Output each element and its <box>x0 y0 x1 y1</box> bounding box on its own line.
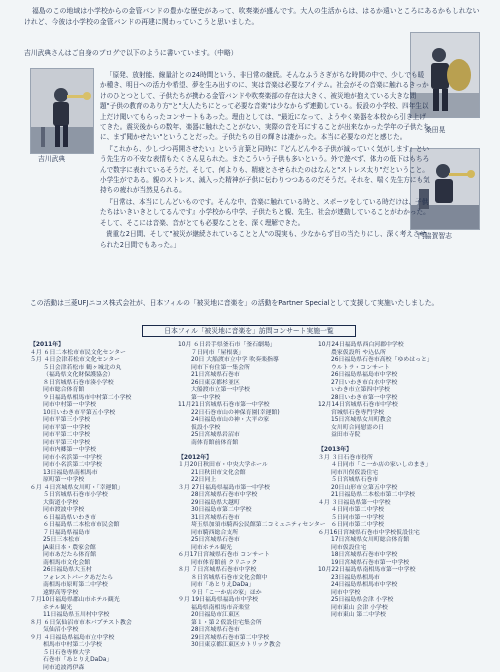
photo-trombone-player-left <box>30 68 94 154</box>
schedule-entry: ３月 27日福島県福島市第一中学校 <box>178 485 326 493</box>
schedule-entry: ８日宮城県石巻市湊小学校 <box>30 380 132 388</box>
schedule-entry: 同市総合体育館 <box>30 387 132 395</box>
schedule-entry: ６日福島県いわき市 <box>30 515 132 523</box>
schedule-entry: 28日宮城県石巻市 <box>178 627 326 635</box>
schedule-entry: ７月10日福島県郡山市ホテル観光 <box>30 597 132 605</box>
schedule-entry: 同市体育館前 クリニック <box>178 560 326 568</box>
schedule-entry: ７日福島県福島市 <box>30 530 132 538</box>
lead-line: 吉川武典さんはご自身のブログで以下のように書いています。（中略） <box>24 48 284 58</box>
schedule-column-2 <box>178 342 326 650</box>
schedule-entry: 12月14日宮城県石巻市中学校 <box>318 402 433 410</box>
schedule-entry: ６日同市第二中学校 <box>318 522 433 530</box>
schedule-entry: 29日福島県大越町 <box>178 500 326 508</box>
schedule-column-3 <box>318 342 433 620</box>
quote-paragraph: 貴重な2日間、そして"被災が継続されていることと人"の現実も、少なからず目の当たりにし、深く考えさせられた2日間でもあった。」 <box>100 229 430 250</box>
schedule-entry: 同市中学校 <box>318 590 433 598</box>
schedule-entry: 25日宮城県岩沼市 <box>178 432 326 440</box>
schedule-entry: ３月 ３日石巻市役所 <box>318 455 433 463</box>
schedule-entry: 21日福島県二本松市第二中学校 <box>318 492 433 500</box>
schedule-entry: ４月 ３日福島県第一中学校 <box>318 500 433 508</box>
schedule-entry: 25日福島県会津 小学校 <box>318 597 433 605</box>
schedule-entry: 17日宮城県女川町総合体育館 <box>318 537 433 545</box>
schedule-entry: ６月16日宮城県石巻市中学校仮設住宅 <box>318 530 433 538</box>
schedule-entry: 10月24日福島県西白河郡中学校 <box>318 342 433 350</box>
schedule-entry: ９月 ４日福島県福島市立中学校 <box>30 635 132 643</box>
schedule-entry: 福島県南相馬市音楽堂 <box>178 605 326 613</box>
schedule-entry: ５月 ４日会津若松市文化センター <box>30 357 132 365</box>
schedule-entry: 相馬市中村第二小学校 <box>30 642 132 650</box>
schedule-entry: ４日同市第二中学校 <box>318 507 433 515</box>
schedule-entry: JA東日本・農家会館 <box>30 545 132 553</box>
schedule-entry: 同市東山 会津 小学校 <box>318 605 433 613</box>
intro-paragraph <box>24 6 484 28</box>
schedule-year-heading: 【2011年】 <box>30 342 132 350</box>
schedule-entry: １月20日秋田市・中央大学ホール <box>178 462 326 470</box>
schedule-entry: 28日宮城県石巻市中学校 <box>178 492 326 500</box>
schedule-entry: フォレストパークあだたら <box>30 575 132 583</box>
schedule-title: 日本フィル「被災地に音楽を」訪問コンサート実施一覧 <box>142 325 356 337</box>
schedule-entry: 30日東京都江東区カトリック教会 <box>178 642 326 650</box>
schedule-entry: 原町第一中学校 <box>30 477 132 485</box>
schedule-entry: 同市「あとりえDaDa」 <box>178 582 326 590</box>
schedule-entry: 同市ホテル観光 <box>178 545 326 553</box>
schedule-entry: ６月17日宮城県石巻市 コンサート <box>178 552 326 560</box>
schedule-entry: ９日「こ一か店の家」ほか <box>178 590 326 598</box>
schedule-entry: 19日宮城県石巻市第一中学校 <box>318 560 433 568</box>
schedule-entry: いわき市立第四中学校 <box>318 387 433 395</box>
schedule-entry: 同市下有住第一集会所 <box>178 365 326 373</box>
schedule-entry: 南体育館前体育館 <box>178 440 326 448</box>
schedule-entry: 11月21日宮城県石巻市第一中学校 <box>178 402 326 410</box>
schedule-entry: 24日福島県相馬市中学校 <box>318 582 433 590</box>
schedule-entry: ９日福島県相馬市中村第二小学校 <box>30 395 132 403</box>
schedule-entry: 南相馬市原町第二中学校 <box>30 582 132 590</box>
schedule-entry: 20日山形市立第五中学校 <box>318 485 433 493</box>
schedule-entry: 宮城県石巻専門学校 <box>318 410 433 418</box>
schedule-entry: 同市小名浜第二中学校 <box>30 462 132 470</box>
schedule-entry: 22日石巻市山の神保育園(幸運館) <box>178 410 326 418</box>
schedule-entry: 同市仮設住宅 <box>318 545 433 553</box>
schedule-entry: 同市騎西総合支所 <box>178 530 326 538</box>
schedule-entry: 18日宮城県石巻市中学校 <box>318 552 433 560</box>
schedule-entry: 同市小名浜第一中学校 <box>30 455 132 463</box>
schedule-entry: 27日いわき市白水中学校 <box>318 380 433 388</box>
schedule-entry: ５日同市第一中学校 <box>318 515 433 523</box>
schedule-entry: ６日福島県二本松市市民会館 <box>30 522 132 530</box>
schedule-entry: ５日宮城県石巻市 <box>318 477 433 485</box>
quote-paragraph: 「原発、放射能、線量計との24時間という、非日常の継続。そんなふうさぎがちな時間の中で、少しでも暖か種き、明日への活力や希望、夢を生み出すのに、実は音楽は必要なアイテム。社会がその音楽に触れるきっかけのひとつとして、子供たちが携わる金管バンドや吹奏楽部の存在は大きく、被災地が抱えている大きな問題"子供の教育のあり方"と"大人たちにとって必要な音楽"は少なからず連動している。仮設の小学校、四年生以上だけ聞いてもらったコンサートもあった。理由としては、"最近になって、ようやく楽器を本校から引き上げてきた。震災後からの数年、楽器に触れたことがない、実際の音を耳にすることが出来なかった学年の子供たちに、まず聞かせたい"ということだった。子供たちの目の輝きは凄かった。本当に必要なのだと感じた。 <box>100 70 430 143</box>
quote-paragraph: 『これから、少しづつ再開させたい』という言葉と同時に『どんどんやる子供が減っていく気がします』という先生方の不安な表情もたくさん見られた。またこういう子供も多いという。外で遊べず、体力の低下はもちろんで数字に表れているそうだ。そして、何よりも、精疲とさせられたのはなんと"ストレス太り"だということ。小学生がである。親のストレス、減入った精神が子供に伝わりつつあるのだそうだ。それを、喘く先生方にも気持ちの疲れが当然見られる。 <box>100 144 430 196</box>
schedule-entry: 24日福島市山の神・大平の家 <box>178 417 326 425</box>
schedule-entry: 女川町合同慰霊の日 <box>318 425 433 433</box>
schedule-entry: 29日宮城県石巻市第二中学校 <box>178 635 326 643</box>
schedule-entry: 大船渡市立第一中学校 <box>178 387 326 395</box>
schedule-entry: ４日同市「こ一か店の家いしのまき」 <box>318 462 433 470</box>
schedule-entry: 10月22日福島県南相馬市第一中学校 <box>318 567 433 575</box>
schedule-entry: 26日福島県福島市中学校 <box>318 372 433 380</box>
schedule-entry: ４月 ６日二本松市市民文化センター <box>30 350 132 358</box>
schedule-entry: ８日宮城県石巻市文化会館中 <box>178 575 326 583</box>
schedule-entry: 第一中学校 <box>178 395 326 403</box>
schedule-entry: 同市平第三小学校 <box>30 417 132 425</box>
schedule-year-heading: 【2012年】 <box>178 455 326 463</box>
schedule-entry: 26日福島県石巻市高校「ゆめはっと」 <box>318 357 433 365</box>
schedule-entry: 第１・第２仮設住宅集会所 <box>178 620 326 628</box>
schedule-entry: ８月 ６日気仙沼市市本バプテスト教会 <box>30 620 132 628</box>
schedule-entry: 同市渡波中学校 <box>30 507 132 515</box>
caption-photo-1: 吉川武典 <box>38 153 65 163</box>
schedule-entry: 同市追波湾伊森 <box>30 665 132 672</box>
schedule-entry <box>318 440 433 448</box>
schedule-entry: 20日福島市江東区 <box>178 612 326 620</box>
schedule-entry: 同市平第三中学校 <box>30 440 132 448</box>
schedule-entry <box>178 447 326 455</box>
schedule-entry: ９月 19日福島県福島市中学校 <box>178 597 326 605</box>
schedule-entry: 11日福島県玉川村中学校 <box>30 612 132 620</box>
schedule-entry: 10日いわき市平第五小学校 <box>30 410 132 418</box>
schedule-entry: 同市東山 第二中学校 <box>318 612 433 620</box>
quote-paragraph: 『日常は、本当にしんどいものです。そんな中、音楽に触れている時と、スポーツをしている時だけは、子供たちはいきいきとしてるんです』小学校から中学、子供たちと親、先生、社会が連動していることがわかった。そして、そこには音楽、音がとても必要なことを、深く理解できた。 <box>100 197 430 228</box>
schedule-entry: 埼玉県加須市騎西公民館第二コミュニティセンター <box>178 522 326 530</box>
intro-text: 福島のこの地域は小学校からの金管バンドの豊かな歴史があって、吹奏楽が盛んです。大人の生活からは、はるか遠いところにあるかもしれないけれど、今彼は小学校の金管バンドの再建に関わっていこうと思いました。 <box>24 6 484 28</box>
schedule-column-1 <box>30 342 132 672</box>
schedule-entry: 23日福島県相馬市 <box>318 575 433 583</box>
schedule-entry: 26日福島県大玉村 <box>30 567 132 575</box>
schedule-entry: 同市あだたら体育館 <box>30 552 132 560</box>
schedule-entry: 益田市寺院 <box>318 432 433 440</box>
schedule-entry: 30日福島市第二中学校 <box>178 507 326 515</box>
schedule-entry: 仮設小学校 <box>178 425 326 433</box>
schedule-entry: 31日宮城県石巻市 <box>178 515 326 523</box>
schedule-entry: 10月 ６日岩手県釜石市「釜石劇場」 <box>178 342 326 350</box>
schedule-entry: ５日宮城県石巻市小学校 <box>30 492 132 500</box>
schedule-entry: 25日三本松市 <box>30 537 132 545</box>
schedule-entry: 遠野高等学校 <box>30 590 132 598</box>
blog-quote <box>100 70 430 251</box>
schedule-entry: 26日東京都杉並区 <box>178 380 326 388</box>
schedule-year-heading: 【2013年】 <box>318 447 433 455</box>
schedule-entry: 農家仮設所 や込仏所 <box>318 350 433 358</box>
schedule-entry: ７日同市「屋根裏」 <box>178 350 326 358</box>
schedule-entry: （福島県文化財保護協会） <box>30 372 132 380</box>
schedule-entry: 石巻市「あとりえDaDa」 <box>30 657 132 665</box>
schedule-entry: 13日福島県南相馬市 <box>30 470 132 478</box>
schedule-entry: 同市中村第一中学校 <box>30 402 132 410</box>
schedule-entry: 22日同上 <box>178 477 326 485</box>
schedule-entry: 28日いわき市第一中学校 <box>318 395 433 403</box>
schedule-entry: 大街道小学校 <box>30 500 132 508</box>
schedule-entry: ８月 ７日宮城県石巻市中学校 <box>178 567 326 575</box>
schedule-entry: 15日宮城県女川町教会 <box>318 417 433 425</box>
schedule-entry: ウルトラ・コンサート <box>318 365 433 373</box>
caption-photo-3: 門脇賀智志 <box>418 230 452 240</box>
schedule-entry: 21日秋田市文化会館 <box>178 470 326 478</box>
schedule-entry: 同市平第一中学校 <box>30 425 132 433</box>
schedule-entry: 同市内郷第一中学校 <box>30 447 132 455</box>
schedule-entry: 同市平第二中学校 <box>30 432 132 440</box>
schedule-entry: ６月 ４日宮城県女川町・「幸運館」 <box>30 485 132 493</box>
schedule-entry: 25日宮城県石巻市 <box>178 537 326 545</box>
schedule-entry: 気仙沼小学校 <box>30 627 132 635</box>
schedule-entry: ５日石巻専修大学 <box>30 650 132 658</box>
schedule-entry: 21日宮城県石巻市 <box>178 372 326 380</box>
schedule-entry: 20日 大船渡市立中学 吹奏楽指導 <box>178 357 326 365</box>
schedule-entry: ホテル観光 <box>30 605 132 613</box>
schedule-entry: 南相馬市文化会館 <box>30 560 132 568</box>
schedule-entry: ５日会津若松市 鶴ヶ城北の丸 <box>30 365 132 373</box>
sponsor-note: この活動は三菱UFJニコス株式会社が、日本フィルの「被災地に音楽を」の活動をPartner Specialとして支援して実施いたしました。 <box>30 298 480 308</box>
caption-photo-2: 桑田晃 <box>425 124 445 134</box>
schedule-entry: 同市川俣仮設住宅 <box>318 470 433 478</box>
